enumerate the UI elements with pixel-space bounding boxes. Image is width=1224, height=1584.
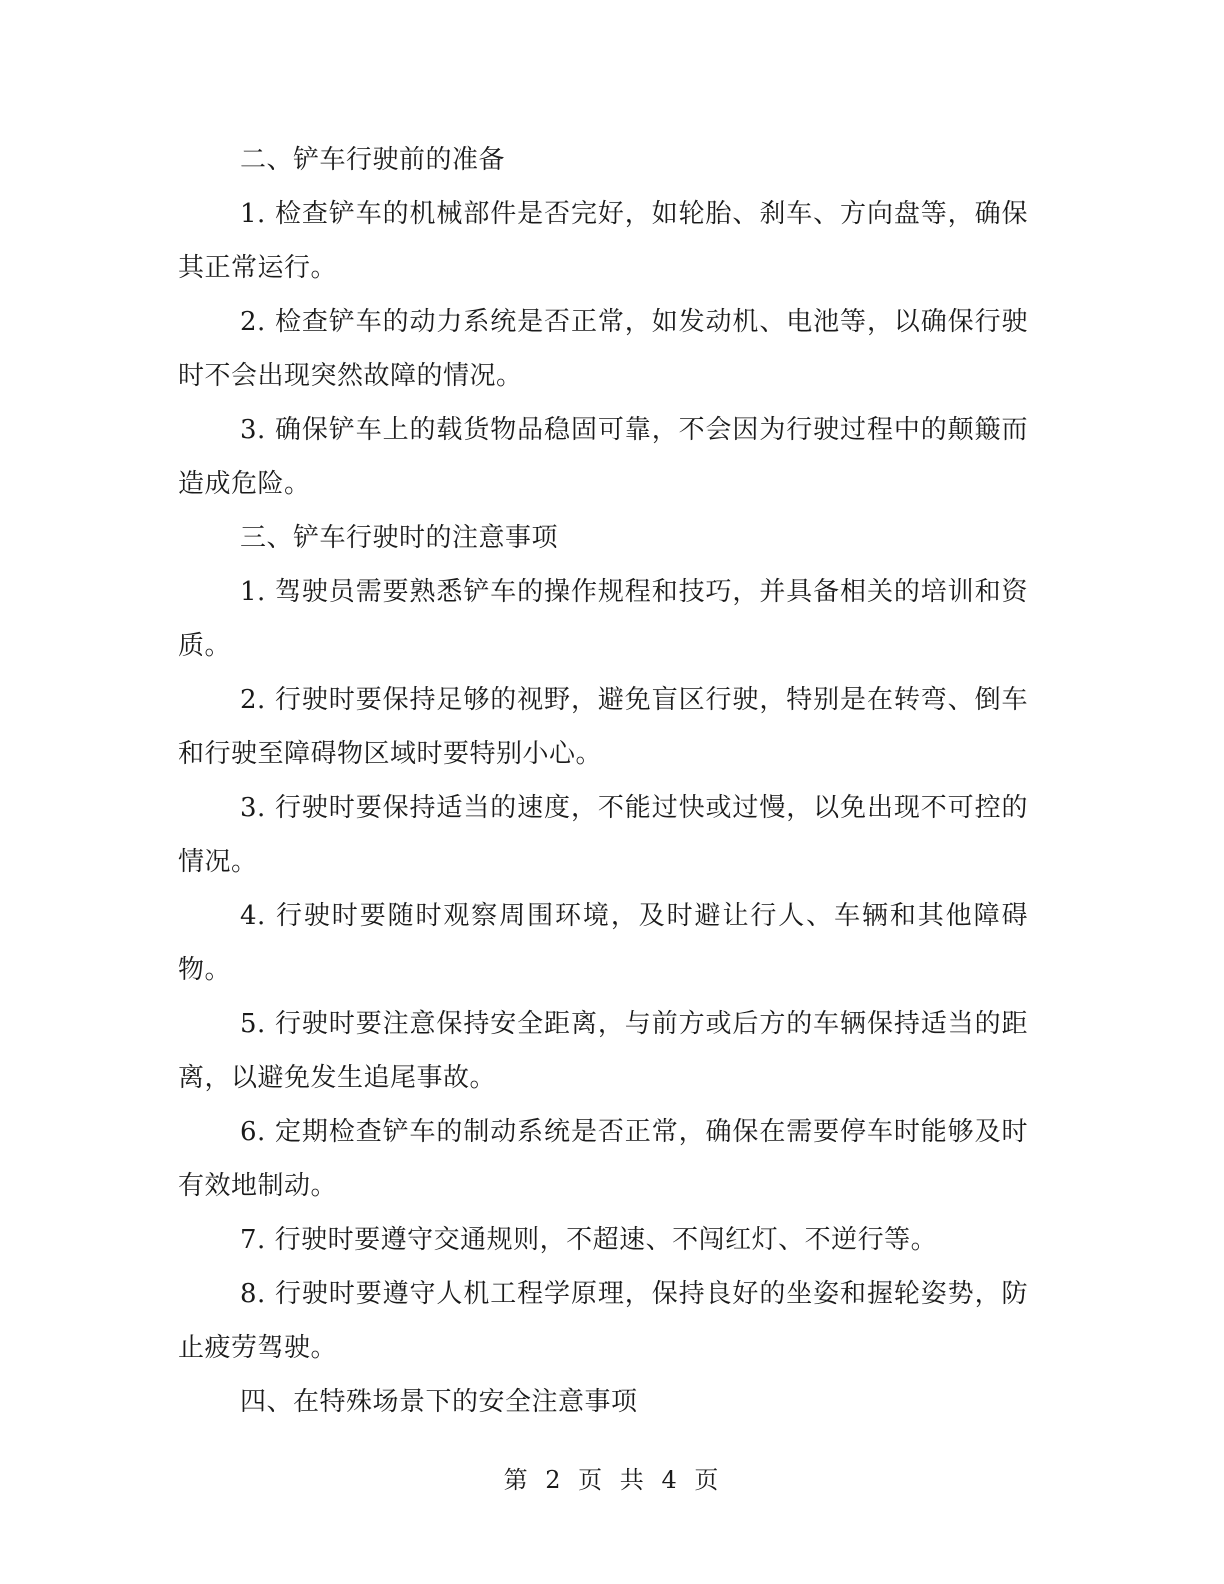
- paragraph: 1. 检查铲车的机械部件是否完好，如轮胎、刹车、方向盘等，确保其正常运行。: [178, 199, 1028, 283]
- section-heading-driving: 三、铲车行驶时的注意事项: [240, 523, 559, 553]
- section-heading-special-scenes: 四、在特殊场景下的安全注意事项: [240, 1387, 638, 1417]
- paragraph: 3. 确保铲车上的载货物品稳固可靠，不会因为行驶过程中的颠簸而造成危险。: [178, 415, 1028, 499]
- paragraph: 2. 行驶时要保持足够的视野，避免盲区行驶，特别是在转弯、倒车和行驶至障碍物区域时要特别小心。: [178, 685, 1028, 769]
- document-body: [178, 133, 1028, 1429]
- paragraph: 3. 行驶时要保持适当的速度，不能过快或过慢，以免出现不可控的情况。: [178, 793, 1028, 877]
- paragraph: 1. 驾驶员需要熟悉铲车的操作规程和技巧，并具备相关的培训和资质。: [178, 577, 1028, 661]
- paragraph: 2. 检查铲车的动力系统是否正常，如发动机、电池等，以确保行驶时不会出现突然故障的情况。: [178, 307, 1028, 391]
- paragraph: 4. 行驶时要随时观察周围环境，及时避让行人、车辆和其他障碍物。: [178, 901, 1028, 985]
- paragraph: 5. 行驶时要注意保持安全距离，与前方或后方的车辆保持适当的距离，以避免发生追尾事故。: [178, 1009, 1028, 1093]
- page-number-footer: 第 2 页 共 4 页: [503, 1466, 721, 1494]
- paragraph: 7. 行驶时要遵守交通规则，不超速、不闯红灯、不逆行等。: [240, 1225, 938, 1255]
- paragraph: 6. 定期检查铲车的制动系统是否正常，确保在需要停车时能够及时有效地制动。: [178, 1117, 1028, 1201]
- section-heading-preparation: 二、铲车行驶前的准备: [240, 145, 506, 175]
- paragraph: 8. 行驶时要遵守人机工程学原理，保持良好的坐姿和握轮姿势，防止疲劳驾驶。: [178, 1279, 1028, 1363]
